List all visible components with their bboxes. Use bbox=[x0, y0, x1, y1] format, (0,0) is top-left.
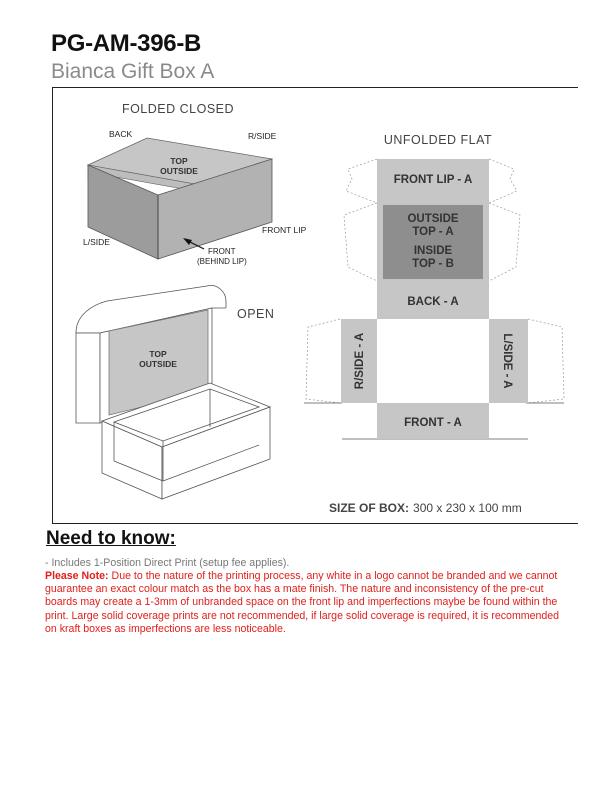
please-note bbox=[45, 570, 573, 636]
base-panel bbox=[377, 319, 489, 403]
flat-front-label: FRONT - A bbox=[404, 417, 462, 429]
box-diagram bbox=[52, 87, 578, 524]
folded-closed-title: FOLDED CLOSED bbox=[121, 102, 235, 116]
folded-top-line1: TOP bbox=[170, 156, 188, 166]
includes-text: - Includes 1-Position Direct Print (setup fee applies). bbox=[45, 557, 290, 569]
flat-lside-label: L/SIDE - A bbox=[501, 333, 513, 389]
open-title: OPEN bbox=[237, 307, 275, 321]
folded-top-line2: OUTSIDE bbox=[160, 166, 198, 176]
open-top-line1: TOP bbox=[149, 349, 167, 359]
open-top-line2: OUTSIDE bbox=[139, 359, 177, 369]
need-to-know-heading: Need to know: bbox=[46, 528, 176, 549]
folded-front-lip-label: FRONT LIP bbox=[262, 225, 307, 235]
box-size-value: 300 x 230 x 100 mm bbox=[413, 501, 522, 515]
folded-rside-label: R/SIDE bbox=[248, 131, 277, 141]
flat-inside-line1: INSIDE bbox=[413, 245, 453, 257]
folded-front-line2: (BEHIND LIP) bbox=[197, 257, 247, 266]
box-size bbox=[329, 501, 522, 515]
product-code: PG-AM-396-B bbox=[51, 30, 202, 57]
folded-lside-label: L/SIDE bbox=[83, 237, 110, 247]
folded-front-line1: FRONT bbox=[208, 247, 236, 256]
flat-back-label: BACK - A bbox=[407, 296, 459, 308]
flat-rside-label: R/SIDE - A bbox=[354, 332, 366, 390]
note-text: Due to the nature of the printing process, any white in a logo cannot be branded and we cannot guarantee an exact colour match as the box has a mate finish. The nature and inconsistency of the pre-cut boards may create a 1-3mm of unbranded space on the front lip and imperfections maybe be found within the print. Large solid coverage prints are not recommended, if large solid coverage is required, it is recommended on kraft boxes as imperfections are less noticeable. bbox=[45, 570, 560, 635]
note-label: Please Note: bbox=[45, 570, 109, 582]
box-size-label: SIZE OF BOX: bbox=[329, 501, 410, 515]
flat-outside-line2: TOP - A bbox=[412, 226, 454, 238]
folded-back-label: BACK bbox=[109, 129, 133, 139]
flat-inside-line2: TOP - B bbox=[412, 258, 454, 270]
product-name: Bianca Gift Box A bbox=[51, 60, 215, 83]
unfolded-flat-title: UNFOLDED FLAT bbox=[383, 133, 493, 147]
flat-front-lip-label: FRONT LIP - A bbox=[393, 174, 473, 186]
flat-outside-line1: OUTSIDE bbox=[407, 213, 459, 225]
